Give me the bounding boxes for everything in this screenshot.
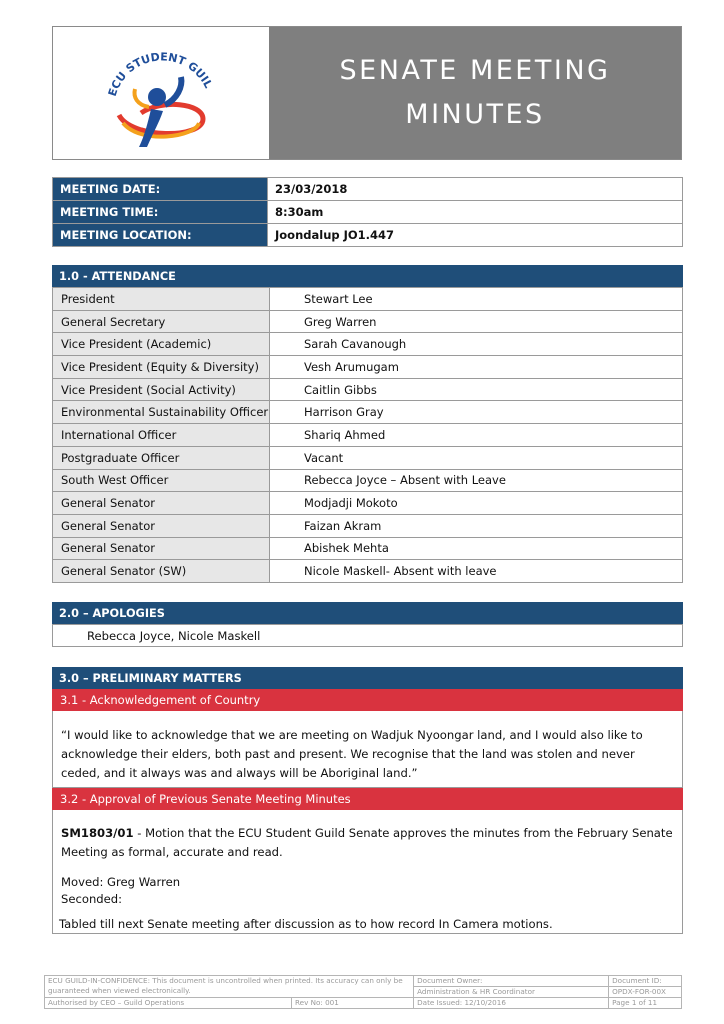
apologies-box (52, 624, 683, 647)
preliminary-heading (52, 667, 683, 689)
role-cell: General Senator (53, 514, 270, 537)
acknowledgement-heading-text: 3.1 - Acknowledgement of Country (60, 693, 261, 707)
name-cell: Harrison Gray (270, 401, 683, 424)
meeting-date-label: MEETING DATE: (53, 178, 268, 201)
doc-owner-label: Document Owner: (414, 976, 609, 987)
table-row (53, 310, 683, 333)
role-cell: Vice President (Equity & Diversity) (53, 356, 270, 379)
attendance-heading (52, 265, 683, 287)
role-cell: General Secretary (53, 310, 270, 333)
guild-logo-icon (53, 27, 269, 159)
role-cell: Postgraduate Officer (53, 446, 270, 469)
meeting-time-row (53, 201, 683, 224)
meeting-time-value: 8:30am (268, 201, 683, 224)
tabled-note: Tabled till next Senate meeting after discussion as to how record In Camera motions. (59, 917, 553, 931)
meeting-time-label: MEETING TIME: (53, 201, 268, 224)
footer-row-1 (45, 976, 682, 987)
name-cell: Sarah Cavanough (270, 333, 683, 356)
table-row (53, 424, 683, 447)
table-row (53, 378, 683, 401)
role-cell: President (53, 288, 270, 311)
table-row (53, 356, 683, 379)
title-banner (269, 27, 681, 159)
meeting-location-value: Joondalup JO1.447 (268, 224, 683, 247)
name-cell: Greg Warren (270, 310, 683, 333)
name-cell: Modjadji Mokoto (270, 492, 683, 515)
authorised-by: Authorised by CEO – Guild Operations (45, 998, 292, 1009)
name-cell: Rebecca Joyce – Absent with Leave (270, 469, 683, 492)
acknowledgement-heading (52, 689, 683, 711)
meeting-date-value: 23/03/2018 (268, 178, 683, 201)
name-cell: Vesh Arumugam (270, 356, 683, 379)
role-cell: General Senator (53, 492, 270, 515)
doc-id-label: Document ID: (609, 976, 682, 987)
role-cell: Vice President (Social Activity) (53, 378, 270, 401)
apologies-heading (52, 602, 683, 624)
meeting-info-table (52, 177, 683, 247)
preliminary-heading-text: 3.0 – PRELIMINARY MATTERS (59, 671, 242, 685)
approval-heading-text: 3.2 - Approval of Previous Senate Meeting Minutes (60, 792, 351, 806)
apologies-heading-text: 2.0 – APOLOGIES (59, 606, 165, 620)
table-row (53, 514, 683, 537)
name-cell: Vacant (270, 446, 683, 469)
motion-text: - Motion that the ECU Student Guild Senate approves the minutes from the February Senate Meeting as formal, accurate and read. (61, 826, 673, 859)
attendance-heading-text: 1.0 - ATTENDANCE (59, 269, 176, 283)
moved-by: Moved: Greg Warren (61, 875, 181, 889)
doc-id-value: OPDX-FOR-00X (609, 987, 682, 998)
table-row (53, 446, 683, 469)
approval-heading (52, 788, 683, 810)
name-cell: Stewart Lee (270, 288, 683, 311)
motion-id: SM1803/01 (61, 826, 134, 840)
table-row (53, 469, 683, 492)
name-cell: Faizan Akram (270, 514, 683, 537)
meeting-location-label: MEETING LOCATION: (53, 224, 268, 247)
table-row (53, 288, 683, 311)
page-number: Page 1 of 11 (609, 998, 682, 1009)
role-cell: Environmental Sustainability Officer (53, 401, 270, 424)
logo-text: ECU STUDENT GUIL (105, 50, 215, 98)
name-cell: Caitlin Gibbs (270, 378, 683, 401)
page-title: SENATE MEETING MINUTES (339, 55, 611, 130)
name-cell: Shariq Ahmed (270, 424, 683, 447)
acknowledgement-text: “I would like to acknowledge that we are meeting on Wadjuk Nyoongar land, and I would also like to acknowledge their elders, both past and present. We recognise that the land was stolen and never ceded, and it always was and always will be Aboriginal land.” (61, 728, 643, 780)
meeting-date-row (53, 178, 683, 201)
doc-owner-value: Administration & HR Coordinator (414, 987, 609, 998)
table-row (53, 401, 683, 424)
revision-number: Rev No: 001 (292, 998, 414, 1009)
meeting-location-row (53, 224, 683, 247)
seconded-by: Seconded: (61, 892, 123, 906)
acknowledgement-box (52, 711, 683, 788)
role-cell: General Senator (SW) (53, 560, 270, 583)
guild-logo (53, 27, 269, 159)
role-cell: General Senator (53, 537, 270, 560)
role-cell: Vice President (Academic) (53, 333, 270, 356)
document-footer (44, 975, 682, 1009)
role-cell: South West Officer (53, 469, 270, 492)
table-row (53, 333, 683, 356)
approval-box (52, 810, 683, 934)
role-cell: International Officer (53, 424, 270, 447)
svg-text:ECU STUDENT GUILD (53, 27, 215, 98)
table-row (53, 492, 683, 515)
document-header (52, 26, 682, 160)
motion-paragraph (61, 824, 677, 862)
table-row (53, 560, 683, 583)
apologies-text: Rebecca Joyce, Nicole Maskell (87, 629, 261, 643)
attendance-table (52, 287, 683, 583)
date-issued: Date Issued: 12/10/2016 (414, 998, 609, 1009)
confidence-notice: ECU GUILD-IN-CONFIDENCE: This document is uncontrolled when printed. Its accuracy can only be guaranteed when viewed electronically. (45, 976, 414, 998)
name-cell: Abishek Mehta (270, 537, 683, 560)
footer-row-3 (45, 998, 682, 1009)
name-cell: Nicole Maskell- Absent with leave (270, 560, 683, 583)
table-row (53, 537, 683, 560)
